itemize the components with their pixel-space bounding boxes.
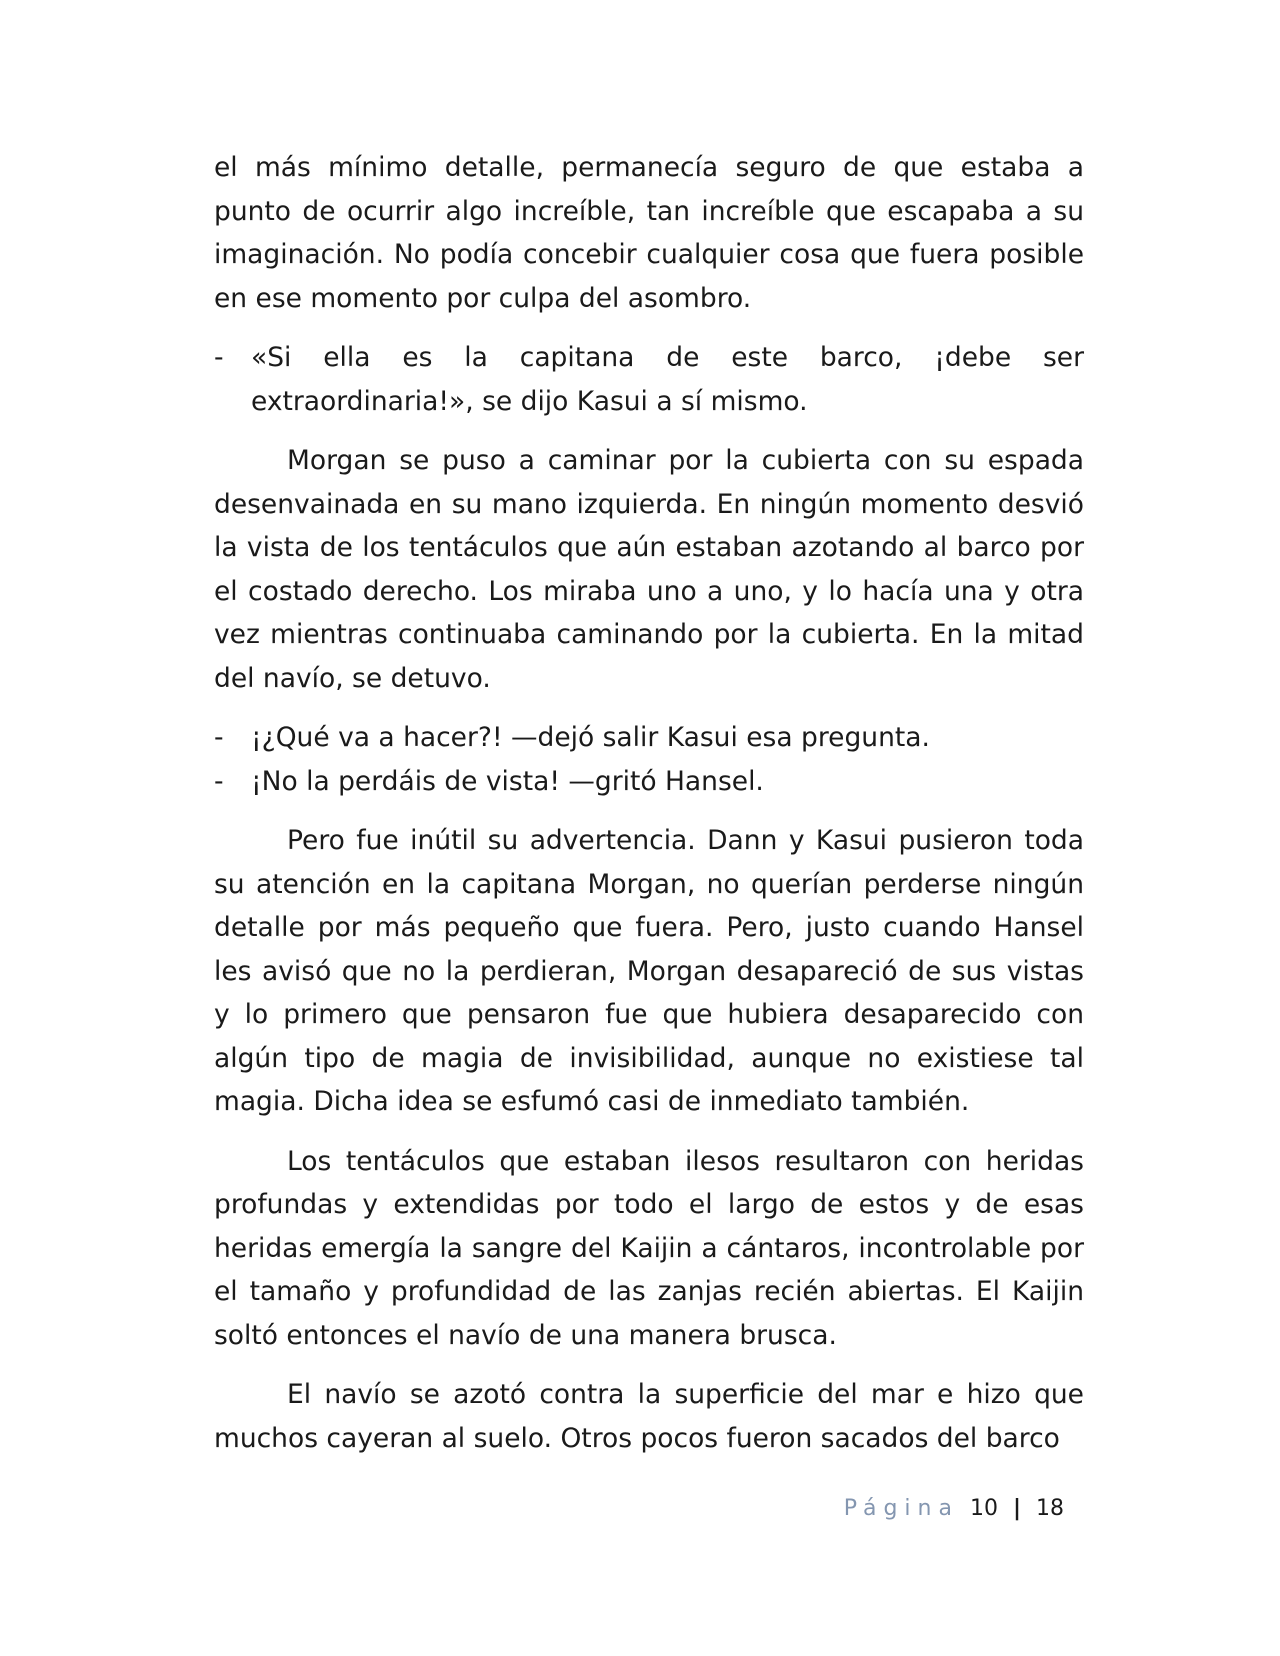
dialogue-group bbox=[214, 716, 1084, 803]
footer-separator: | bbox=[1012, 1496, 1021, 1521]
body-text bbox=[214, 146, 1084, 1460]
dialogue-dash: - bbox=[214, 765, 224, 797]
dialogue-group bbox=[214, 336, 1084, 423]
dialogue-text: ¡No la perdáis de vista! —gritó Hansel. bbox=[251, 765, 764, 797]
dialogue-line bbox=[214, 336, 1084, 423]
paragraph: Los tentáculos que estaban ilesos resultaron con heridas profundas y extendidas por todo el largo de estos y de esas heridas emergía la sangre del Kaijin a cántaros, incontrolable por el tamaño y profundidad de las zanjas recién abiertas. El Kaijin soltó entonces el navío de una manera brusca. bbox=[214, 1145, 1084, 1351]
dialogue-text: «Si ella es la capitana de este barco, ¡debe ser extraordinaria!», se dijo Kasui a sí mismo. bbox=[251, 342, 1084, 417]
dialogue-dash: - bbox=[214, 342, 224, 373]
paragraph: Morgan se puso a caminar por la cubierta con su espada desenvainada en su mano izquierda. En ningún momento desvió la vista de los tentáculos que aún estaban azotando al barco por el costado derecho. Los miraba uno a uno, y lo hacía una y otra vez mientras continuaba caminando por la cubierta. En la mitad del navío, se detuvo. bbox=[214, 445, 1084, 694]
paragraph: Pero fue inútil su advertencia. Dann y Kasui pusieron toda su atención en la capitana Morgan, no querían perderse ningún detalle por más pequeño que fuera. Pero, justo cuando Hansel les avisó que no la perdieran, Morgan desapareció de sus vistas y lo primero que pensaron fue que hubiera desaparecido con algún tipo de magia de invisibilidad, aunque no existiese tal magia. Dicha idea se esfumó casi de inmediato también. bbox=[214, 825, 1084, 1117]
paragraph: El navío se azotó contra la superficie del mar e hizo que muchos cayeran al suelo. Otros pocos fueron sacados del barco bbox=[214, 1379, 1084, 1454]
paragraph: el más mínimo detalle, permanecía seguro de que estaba a punto de ocurrir algo increíble, tan increíble que escapaba a su imaginación. No podía concebir cualquier cosa que fuera posible en ese momento por culpa del asombro. bbox=[214, 152, 1084, 314]
dialogue-dash: - bbox=[214, 722, 224, 753]
footer-page-label: Página bbox=[843, 1496, 959, 1521]
page-footer bbox=[0, 1494, 1064, 1524]
footer-current-page: 10 bbox=[969, 1496, 998, 1521]
dialogue-line bbox=[214, 760, 1084, 804]
dialogue-text: ¡¿Qué va a hacer?! —dejó salir Kasui esa pregunta. bbox=[251, 722, 930, 753]
dialogue-line bbox=[214, 716, 1084, 760]
footer-total-pages: 18 bbox=[1036, 1496, 1064, 1521]
